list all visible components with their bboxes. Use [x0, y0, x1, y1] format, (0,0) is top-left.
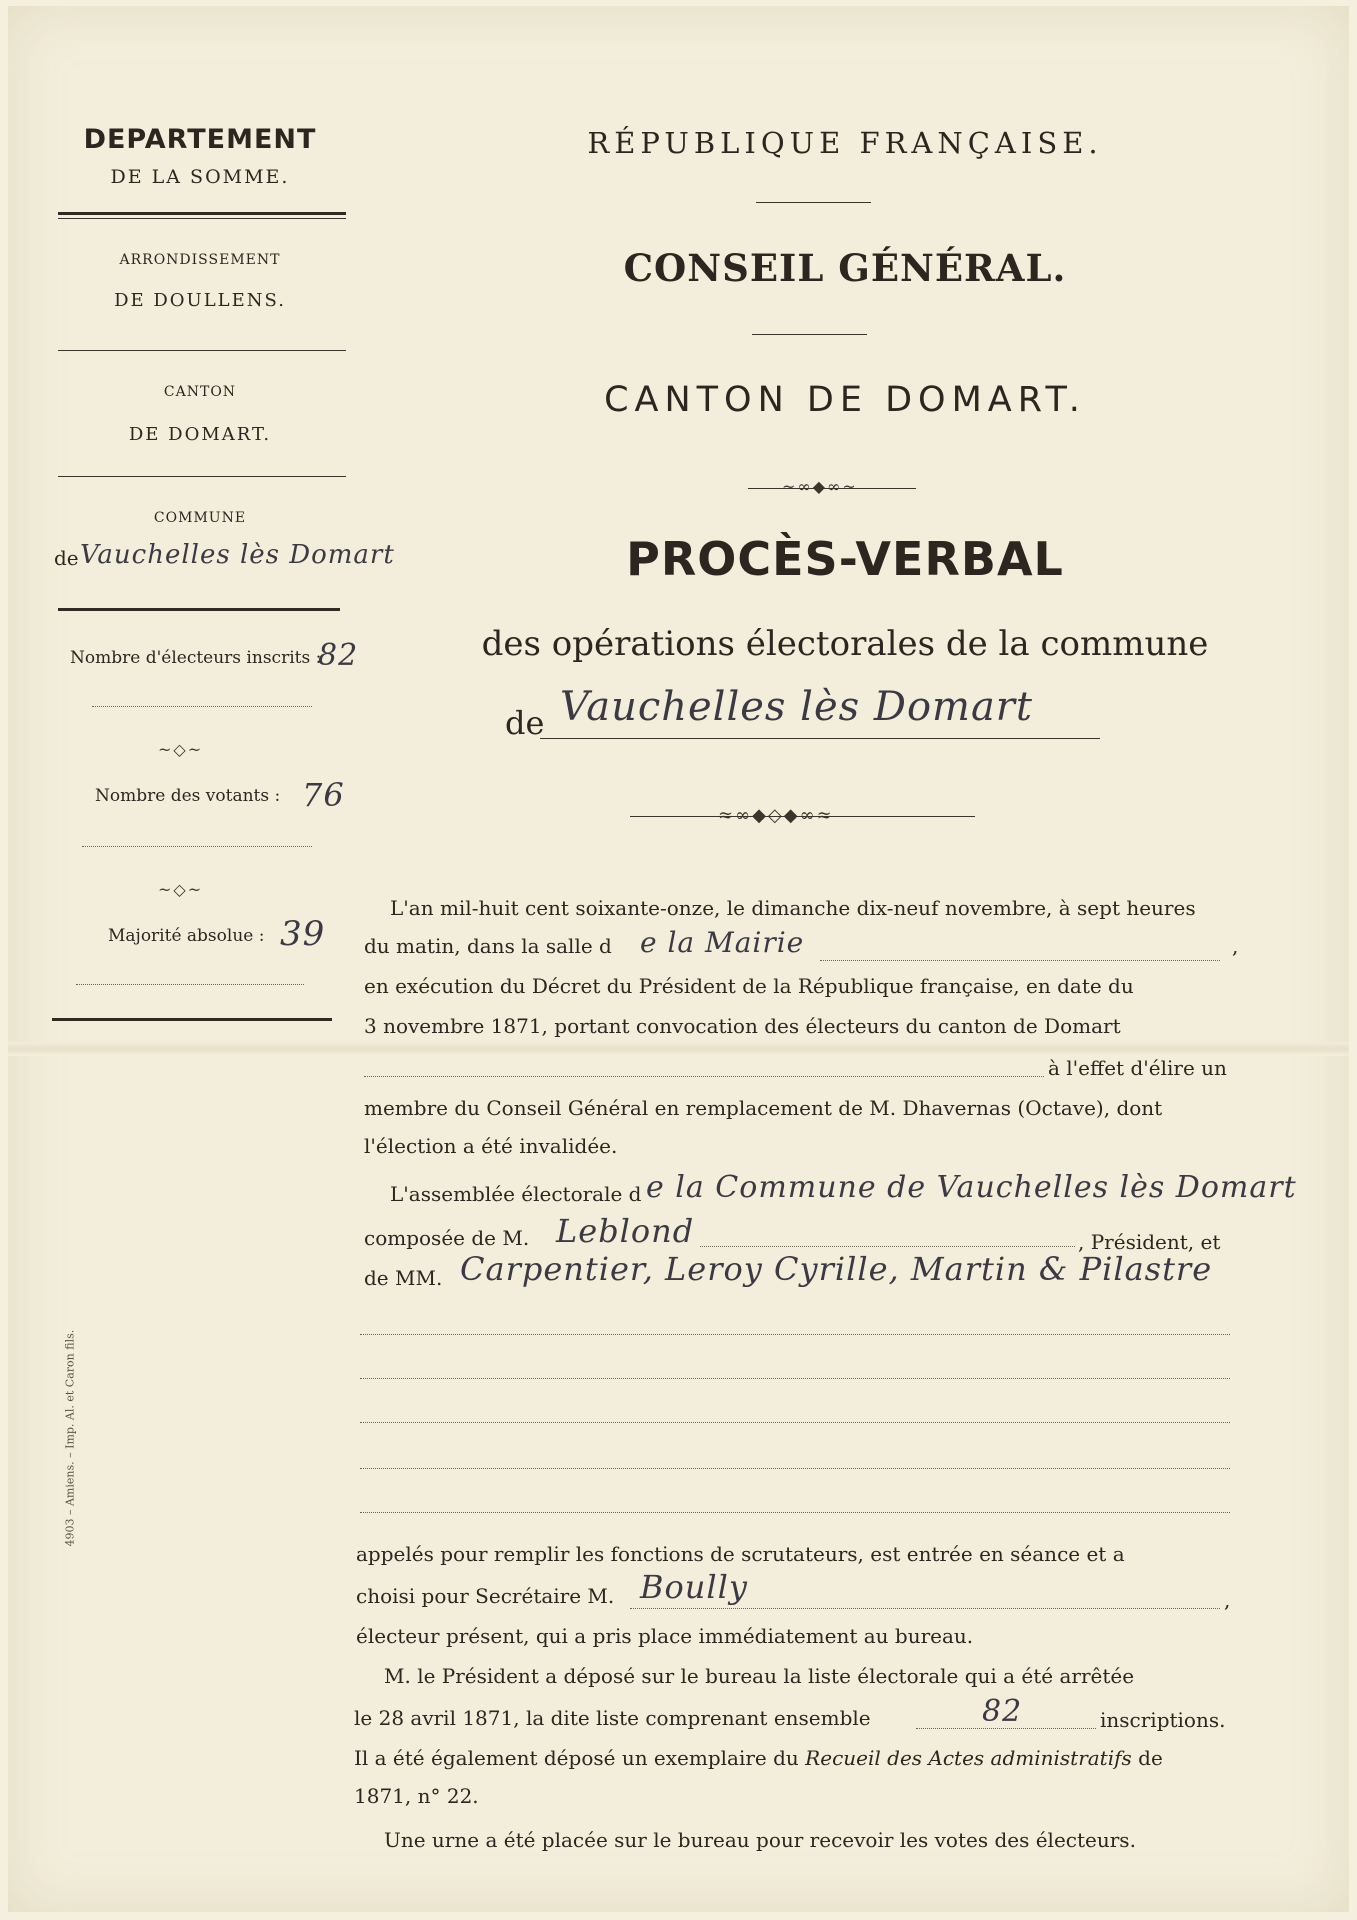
divider — [58, 476, 346, 477]
republique-heading: RÉPUBLIQUE FRANÇAISE. — [587, 126, 1103, 160]
departement-heading: DEPARTEMENT — [83, 124, 317, 155]
operations-subtitle: des opérations électorales de la commune — [481, 624, 1209, 664]
ornament: ~◇~ — [158, 740, 204, 759]
imprint: 4903 – Amiens. – Imp. Al. et Caron fils. — [63, 1329, 77, 1547]
text-line: le 28 avril 1871, la dite liste comprenant ensemble — [354, 1706, 871, 1730]
text-line: en exécution du Décret du Président de la République française, en date du — [364, 974, 1134, 998]
fill-line — [360, 1468, 1230, 1469]
text-segment: de — [1138, 1746, 1163, 1770]
text-line: , — [1224, 1588, 1231, 1612]
divider — [52, 1018, 332, 1021]
text-line: appelés pour remplir les fonctions de scrutateurs, est entrée en séance et a — [356, 1542, 1125, 1566]
text-line: , Président, et — [1078, 1230, 1221, 1254]
ornament: ~∞◆∞~ — [782, 477, 858, 496]
text-line: M. le Président a déposé sur le bureau la liste électorale qui a été arrêtée — [384, 1664, 1135, 1688]
commune-handwritten: Vauchelles lès Domart — [80, 540, 395, 570]
paper-fold — [8, 1042, 1349, 1056]
majorite-value: 39 — [280, 914, 326, 954]
president-handwritten: Leblond — [556, 1212, 695, 1250]
text-line: 3 novembre 1871, portant convocation des électeurs du canton de Domart — [364, 1014, 1121, 1038]
fill-line — [700, 1246, 1075, 1247]
divider — [752, 334, 867, 335]
fill-line — [360, 1512, 1230, 1513]
arrondissement-label: ARRONDISSEMENT — [119, 252, 281, 268]
text-line: l'élection a été invalidée. — [364, 1134, 618, 1158]
text-line: choisi pour Secrétaire M. — [356, 1584, 615, 1608]
fill-line — [916, 1728, 1096, 1729]
divider — [58, 212, 346, 215]
divider — [756, 202, 871, 203]
commune-prefix: de — [54, 546, 79, 570]
arrondissement-value: DE DOULLENS. — [114, 290, 286, 311]
text-line — [354, 1748, 1163, 1768]
assesseurs-handwritten: Carpentier, Leroy Cyrille, Martin & Pilastre — [460, 1250, 1213, 1288]
fill-line — [820, 960, 1220, 961]
recueil-title: Recueil des Actes administratifs — [805, 1746, 1132, 1770]
divider — [92, 706, 312, 707]
text-line: électeur présent, qui a pris place immédiatement au bureau. — [356, 1624, 974, 1648]
text-line: Une urne a été placée sur le bureau pour recevoir les votes des électeurs. — [384, 1828, 1136, 1852]
commune-label: COMMUNE — [153, 510, 247, 526]
fill-line — [360, 1378, 1230, 1379]
text-line: 1871, n° 22. — [354, 1784, 479, 1808]
departement-name: DE LA SOMME. — [110, 166, 290, 188]
text-line: membre du Conseil Général en remplacement de M. Dhavernas (Octave), dont — [364, 1096, 1163, 1120]
fill-line — [360, 1422, 1230, 1423]
text-line: L'an mil-huit cent soixante-onze, le dimanche dix-neuf novembre, à sept heures — [390, 896, 1196, 920]
fill-line — [360, 1334, 1230, 1335]
canton-heading: CANTON DE DOMART. — [604, 380, 1086, 420]
text-line: inscriptions. — [1100, 1708, 1226, 1732]
divider — [58, 350, 346, 351]
divider — [540, 738, 1100, 739]
assemblee-handwritten: e la Commune de Vauchelles lès Domart — [646, 1170, 1297, 1205]
divider — [58, 218, 346, 219]
secretaire-handwritten: Boully — [640, 1568, 748, 1606]
majorite-label: Majorité absolue : — [108, 926, 265, 946]
salle-handwritten: e la Mairie — [640, 926, 805, 959]
divider — [82, 846, 312, 847]
ornament: ~◇~ — [158, 880, 204, 899]
divider — [76, 984, 304, 985]
text-line: du matin, dans la salle d — [364, 934, 612, 958]
votants-value: 76 — [302, 776, 345, 814]
fill-line — [364, 1076, 1044, 1077]
ornament: ≈∞◆◇◆∞≈ — [718, 805, 834, 826]
fill-line — [630, 1608, 1220, 1609]
text-line: à l'effet d'élire un — [1048, 1056, 1227, 1080]
divider — [58, 608, 340, 611]
canton-label: CANTON — [163, 384, 237, 400]
votants-label: Nombre des votants : — [95, 786, 281, 806]
text-segment: Il a été également déposé un exemplaire du — [354, 1746, 799, 1770]
inscriptions-handwritten: 82 — [982, 1694, 1023, 1729]
inscrits-value: 82 — [318, 638, 359, 673]
commune-handwritten: Vauchelles lès Domart — [560, 684, 1033, 730]
commune-prefix: de — [505, 704, 545, 742]
text-line: L'assemblée électorale d — [390, 1182, 642, 1206]
proces-verbal-title: PROCÈS-VERBAL — [626, 532, 1064, 586]
canton-value: DE DOMART. — [128, 424, 272, 445]
text-line: composée de M. — [364, 1226, 530, 1250]
inscrits-label: Nombre d'électeurs inscrits : — [70, 648, 322, 668]
text-line: de MM. — [364, 1266, 443, 1290]
conseil-heading: CONSEIL GÉNÉRAL. — [623, 246, 1067, 290]
text-line: , — [1232, 934, 1239, 958]
